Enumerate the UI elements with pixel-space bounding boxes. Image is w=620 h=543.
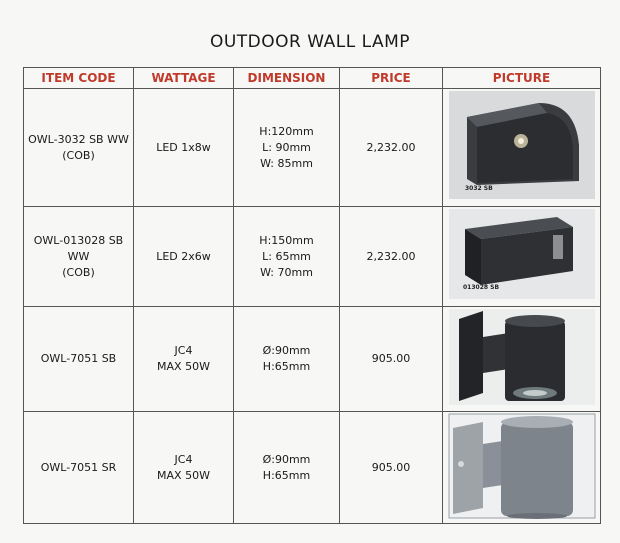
picture-label: 013028 SB — [463, 284, 500, 291]
header-item-code: ITEM CODE — [24, 68, 134, 89]
wattage-cell: LED 1x8w — [134, 89, 234, 207]
header-price: PRICE — [340, 68, 443, 89]
item-code-cell: OWL-013028 SB WW (COB) — [24, 207, 134, 307]
price-cell: 2,232.00 — [340, 207, 443, 307]
header-dimension: DIMENSION — [234, 68, 340, 89]
header-row — [24, 68, 601, 89]
item-code-cell: OWL-7051 SB — [24, 307, 134, 412]
picture-label: 3032 SB — [465, 185, 493, 192]
table-row — [24, 89, 601, 207]
price-cell: 905.00 — [340, 412, 443, 524]
wattage-cell: LED 2x6w — [134, 207, 234, 307]
price-cell: 905.00 — [340, 307, 443, 412]
cylinder-wall-lamp-black-icon — [447, 307, 597, 407]
wattage-cell: JC4 MAX 50W — [134, 412, 234, 524]
picture-cell — [443, 207, 601, 307]
picture-cell — [443, 307, 601, 412]
table-row — [24, 207, 601, 307]
header-picture: PICTURE — [443, 68, 601, 89]
page-title: OUTDOOR WALL LAMP — [209, 32, 411, 52]
price-cell: 2,232.00 — [340, 89, 443, 207]
item-code-cell: OWL-3032 SB WW (COB) — [24, 89, 134, 207]
table-row — [24, 412, 601, 524]
cylinder-wall-lamp-grey-icon — [447, 412, 597, 520]
wattage-cell: JC4 MAX 50W — [134, 307, 234, 412]
dimension-cell: Ø:90mm H:65mm — [234, 307, 340, 412]
table-row — [24, 307, 601, 412]
picture-cell — [443, 89, 601, 207]
dimension-cell: Ø:90mm H:65mm — [234, 412, 340, 524]
dimension-cell: H:120mm L: 90mm W: 85mm — [234, 89, 340, 207]
product-table — [23, 67, 601, 524]
picture-cell — [443, 412, 601, 524]
header-wattage: WATTAGE — [134, 68, 234, 89]
dimension-cell: H:150mm L: 65mm W: 70mm — [234, 207, 340, 307]
item-code-cell: OWL-7051 SR — [24, 412, 134, 524]
